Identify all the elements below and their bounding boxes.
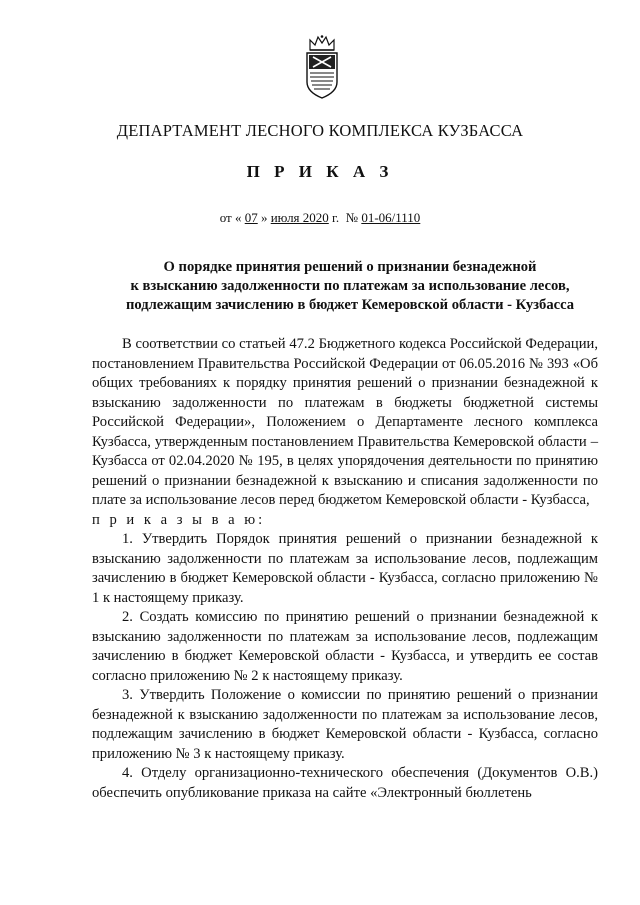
order-month-year: июля 2020 — [270, 210, 329, 225]
order-word: п р и к а з ы в а ю: — [92, 511, 266, 528]
item-1-paragraph: 1. Утвердить Порядок принятия решений о признании безнадежной к взысканию задолженности по платежам за использование лесов, подлежащим зачислению в бюджет Кемеровской области - Кузбасса, согласно приложению № 1 к настоящему приказу. — [92, 531, 598, 606]
order-word-paragraph — [92, 511, 598, 531]
order-date-number-line — [0, 210, 640, 226]
document-type-heading: П Р И К А З — [246, 162, 394, 181]
title-line-2: к взысканию задолженности по платежам за использование лесов, — [130, 278, 570, 294]
item-3-paragraph: 3. Утвердить Положение о комиссии по принятию решений о признании безнадежной к взысканию задолженности по платежам за использование лесов, подлежащим зачислению в бюджет Кемеровской области - Кузбасса, согласно приложению № 3 к настоящему приказу. — [92, 687, 598, 762]
order-number-label: № — [345, 210, 359, 225]
order-day: 07 — [244, 210, 258, 225]
preamble-paragraph: В соответствии со статьей 47.2 Бюджетного кодекса Российской Федерации, постановлением Правительства Российской Федерации от 06.05.2016 № 393 «Об общих требованиях к порядку принятия решений о признании безнадежной к взысканию задолженности по платежам в бюджеты бюджетной системы Российской Федерации», Положением о Департаменте лесного комплекса Кузбасса, утвержденным постановлением Правительства Кемеровской области – Кузбасса от 02.04.2020 № 195, в целях упорядочения деятельности по принятию решений о признании безнадежной к взысканию и списания задолженности по плате за использование лесов перед бюджетом Кемеровской области - Кузбасса, — [92, 336, 598, 508]
order-number: 01-06/1110 — [361, 210, 421, 225]
order-year-suffix: г. — [332, 210, 340, 225]
order-quote-close: » — [260, 210, 268, 225]
title-line-3: подлежащим зачислению в бюджет Кемеровской области - Кузбасса — [125, 297, 575, 313]
title-line-1: О порядке принятия решений о признании безнадежной — [163, 259, 537, 275]
kuzbass-coat-of-arms-icon — [302, 34, 342, 100]
order-prefix: от « — [219, 210, 242, 225]
document-body — [92, 335, 598, 803]
item-4-paragraph: 4. Отделу организационно-технического обеспечения (Документов О.В.) обеспечить опубликование приказа на сайте «Электронный бюллетень — [92, 765, 598, 801]
department-name: ДЕПАРТАМЕНТ ЛЕСНОГО КОМПЛЕКСА КУЗБАССА — [116, 121, 524, 140]
document-title — [90, 258, 610, 315]
item-2-paragraph: 2. Создать комиссию по принятию решений о признании безнадежной к взысканию задолженности по платежам за использование лесов, подлежащим зачислению в бюджет Кемеровской области - Кузбасса, и утвердить ее состав согласно приложению № 2 к настоящему приказу. — [92, 609, 598, 684]
